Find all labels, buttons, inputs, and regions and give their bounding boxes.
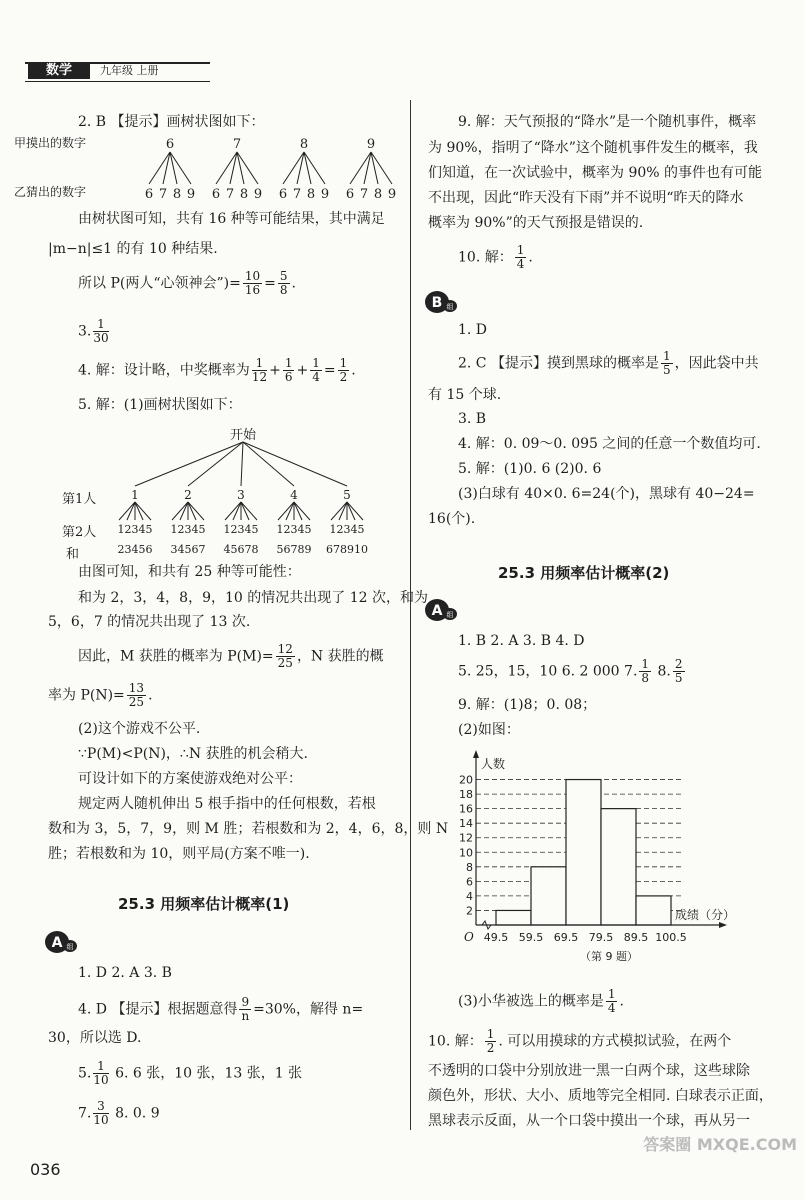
q9-text-4: 不出现，因此“昨天没有下雨”并不说明“昨天的降水 — [428, 190, 744, 206]
b5-line: 5. 解：(1)0. 6 (2)0. 6 — [458, 461, 602, 477]
s1-line-4: 4. D 【提示】根据题意得 $\frac{9}{n}$ =30%，解得 n= — [78, 995, 364, 1023]
origin-label: O — [464, 930, 474, 944]
q5-text-11: 胜；若根数和为 10，则平局(方案不唯一). — [48, 846, 310, 862]
tree2-branch — [347, 502, 355, 520]
tree2-diagram — [110, 436, 410, 558]
a9-line: 9. 解：(1)8；0. 08； — [458, 697, 597, 713]
tree2-branch — [294, 502, 310, 520]
tree2-branch — [331, 502, 347, 520]
y-tick-label: 2 — [466, 904, 473, 918]
badge-letter: A — [431, 603, 443, 619]
tree2-branch — [294, 502, 302, 520]
tree1-leaf: 7 — [359, 187, 369, 202]
tree2-branch — [172, 502, 188, 520]
tree2-second: 12345 — [117, 523, 153, 536]
q9-text-3: 们知道，在一次试验中，概率为 90% 的事件也有可能 — [428, 165, 763, 181]
b3-line: 3. B — [458, 411, 487, 427]
a10-line: 10. 解： $\frac{1}{2}$ . 可以用摸球的方式模拟试验，在两个 — [428, 1027, 732, 1055]
tree2-branch — [347, 502, 363, 520]
y-tick-label: 8 — [466, 860, 473, 874]
tree1-node: 6 — [165, 137, 175, 152]
b1-line: 1. D — [458, 322, 488, 338]
tree2-node: 5 — [343, 488, 351, 502]
tree2-sum: 23456 — [117, 543, 153, 556]
badge-sub: 组 — [446, 303, 454, 311]
tree2-sum: 45678 — [223, 543, 259, 556]
x-tick-label: 79.5 — [588, 931, 614, 944]
chart-caption: （第 9 题） — [580, 950, 638, 963]
tree2-second: 12345 — [223, 523, 259, 536]
a9-line-3: (3)小华被选上的概率是 $\frac{1}{4}$ . — [458, 987, 624, 1015]
tree2-node: 2 — [184, 488, 192, 502]
page-number: 036 — [30, 1160, 61, 1179]
q3-line: 3. $\frac{1}{30}$ — [78, 317, 109, 345]
watermark: 答案圈 MXQE.COM — [643, 1135, 797, 1154]
q5-text-2: 和为 2，3，4，8，9，10 的情况共出现了 12 次，和为 — [78, 590, 428, 606]
section-title-2: 25.3 用频率估计概率(2) — [498, 564, 670, 582]
header-subtitle: 九年级 上册 — [100, 64, 159, 77]
y-tick-label: 4 — [466, 889, 473, 903]
q10-line: 10. 解： $\frac{1}{4}$ . — [458, 243, 533, 271]
tree2-branch — [233, 502, 241, 520]
tree1-diagram — [130, 130, 410, 205]
tree1-leaf: 9 — [253, 187, 263, 202]
tree2-branch — [188, 502, 196, 520]
q2-line: 2. B 【提示】画树状图如下： — [78, 114, 265, 130]
tree2-branch — [241, 442, 243, 486]
histogram-bar — [531, 867, 566, 925]
a5-line: 5. 25，15，10 6. 2 000 7. $\frac{1}{8}$ 8. $\frac{2}{5}$ — [458, 657, 683, 685]
badge-sub: 组 — [66, 943, 74, 951]
fraction: $\frac{1}{30}$ — [93, 317, 109, 345]
q5-text-8: 可设计如下的方案使游戏绝对公平： — [78, 771, 302, 787]
tree2-branch — [278, 502, 294, 520]
tree2-second: 12345 — [276, 523, 312, 536]
badge-b-icon — [424, 289, 458, 315]
tree2-branch — [135, 442, 243, 486]
y-tick-label: 14 — [459, 817, 473, 831]
badge-letter: B — [431, 295, 443, 311]
tree2-branch — [339, 502, 347, 520]
tree1-row2-label: 乙猜出的数字 — [14, 185, 87, 199]
tree2-node: 3 — [237, 488, 245, 502]
b2-line: 2. C 【提示】摸到黑球的概率是 $\frac{1}{5}$ ，因此袋中共 — [458, 349, 759, 377]
column-divider — [410, 100, 411, 1130]
badge-sub: 组 — [446, 611, 454, 619]
q5-line: 5. 解：(1)画树状图如下： — [78, 397, 242, 413]
tree2-label-2: 第2人 — [62, 525, 97, 540]
header-logo: 数学 — [28, 62, 90, 79]
tree2-branch — [241, 502, 257, 520]
histogram-bar — [496, 910, 531, 925]
fraction: $\frac{5}{8}$ — [279, 269, 288, 297]
q5-text-4: 因此，M 获胜的概率为 P(M)= $\frac{12}{25}$ ，N 获胜的概 — [78, 642, 384, 670]
tree2-branch — [243, 442, 294, 486]
histogram-bar — [636, 896, 671, 925]
y-tick-label: 12 — [459, 831, 473, 845]
tree1-leaf: 8 — [306, 187, 316, 202]
tree2-branch — [135, 502, 151, 520]
tree2-branch — [286, 502, 294, 520]
q5-text-3: 5，6，7 的情况共出现了 13 次. — [48, 614, 251, 630]
histogram-chart — [450, 748, 790, 948]
tree2-node: 1 — [131, 488, 139, 502]
q5-text-9: 规定两人随机伸出 5 根手指中的任何根数，若根 — [78, 796, 376, 812]
tree2-sum: 56789 — [276, 543, 312, 556]
q5-text-6: (2)这个游戏不公平. — [78, 721, 201, 737]
tree2-label-3: 和 — [66, 547, 80, 562]
tree2-branch — [180, 502, 188, 520]
tree2-branch — [188, 502, 204, 520]
tree2-branch — [188, 442, 243, 486]
tree2-second: 12345 — [170, 523, 206, 536]
tree2-branch — [127, 502, 135, 520]
tree1-leaf: 7 — [292, 187, 302, 202]
tree2-second: 12345 — [329, 523, 365, 536]
tree2-node: 4 — [290, 488, 298, 502]
y-axis-arrow — [473, 750, 479, 758]
x-tick-label: 100.5 — [655, 931, 687, 944]
tree1-leaf: 8 — [239, 187, 249, 202]
b2-line-2: 有 15 个球. — [428, 387, 502, 403]
y-tick-label: 18 — [459, 788, 473, 802]
tree1-leaf: 7 — [225, 187, 235, 202]
tree1-node: 8 — [299, 137, 309, 152]
q9-text-1: 9. 解：天气预报的“降水”是一个随机事件，概率 — [458, 114, 757, 130]
q5-text-7: ∵P(M)<P(N)，∴N 获胜的机会稍大. — [78, 746, 308, 762]
tree2-branch — [135, 502, 143, 520]
a10-line-4: 黑球表示反面，从一个口袋中摸出一个球，再从另一 — [428, 1113, 750, 1129]
x-tick-label: 49.5 — [483, 931, 509, 944]
tree2-branch — [243, 442, 347, 486]
tree1-leaf: 8 — [373, 187, 383, 202]
tree1-node: 7 — [232, 137, 242, 152]
q9-text-2: 为 90%，指明了“降水”这个随机事件发生的概率，我 — [428, 140, 758, 156]
x-tick-label: 59.5 — [518, 931, 544, 944]
q5-text-5: 率为 P(N)= $\frac{13}{25}$ . — [48, 681, 153, 709]
y-tick-label: 10 — [459, 846, 473, 860]
tree1-leaf: 6 — [144, 187, 154, 202]
x-axis-arrow — [719, 922, 727, 928]
tree2-branch — [225, 502, 241, 520]
tree1-leaf: 6 — [211, 187, 221, 202]
tree2-branch — [119, 502, 135, 520]
tree2-branch — [241, 502, 249, 520]
x-axis-label: 成绩（分） — [675, 908, 736, 922]
q2-text-1: 由树状图可知，共有 16 种等可能结果，其中满足 — [78, 211, 385, 227]
a10-line-3: 颜色外，形状、大小、质地等完全相同. 白球表示正面， — [428, 1088, 773, 1104]
s1-line-4b: 30，所以选 D. — [48, 1030, 142, 1046]
badge-letter: A — [51, 935, 63, 951]
tree1-leaf: 6 — [278, 187, 288, 202]
a10-line-2: 不透明的口袋中分别放进一黑一白两个球，这些球除 — [428, 1063, 750, 1079]
b5-line-3: 16(个). — [428, 511, 476, 527]
q2-text-2: |m−n|≤1 的有 10 种结果. — [48, 241, 218, 257]
tree1-leaf: 6 — [345, 187, 355, 202]
tree2-root: 开始 — [230, 428, 257, 443]
q5-text-1: 由图可知，和共有 25 种等可能性： — [78, 564, 301, 580]
fraction: $\frac{10}{16}$ — [244, 269, 261, 297]
badge-a2-icon — [424, 597, 458, 623]
x-tick-label: 89.5 — [623, 931, 649, 944]
tree2-sum: 34567 — [170, 543, 206, 556]
a1-line: 1. B 2. A 3. B 4. D — [458, 633, 585, 649]
q5-text-10: 数和为 3，5，7，9，则 M 胜；若根数和为 2，4，6，8，则 N — [48, 821, 449, 837]
s1-line-7: 7. $\frac{3}{10}$ 8. 0. 9 — [78, 1099, 160, 1127]
section-title-1: 25.3 用频率估计概率(1) — [118, 895, 290, 913]
tree1-leaf: 8 — [172, 187, 182, 202]
y-tick-label: 20 — [459, 773, 473, 787]
b4-line: 4. 解：0. 09～0. 095 之间的任意一个数值均可. — [458, 436, 761, 452]
b5-line-2: (3)白球有 40×0. 6=24(个)，黑球有 40−24= — [458, 486, 755, 502]
q2-text-3: 所以 P(两人“心领神会”)= $\frac{10}{16}$ = $\frac{5}{8}$ . — [78, 269, 296, 297]
x-tick-label: 69.5 — [553, 931, 579, 944]
q9-text-5: 概率为 90%”的天气预报是错误的. — [428, 215, 644, 231]
tree1-row1-label: 甲摸出的数字 — [14, 136, 87, 150]
tree1-leaf: 9 — [387, 187, 397, 202]
histogram-bar — [566, 780, 601, 925]
y-axis-label: 人数 — [481, 757, 506, 771]
tree2-sum: 678910 — [326, 543, 368, 556]
q4-line: 4. 解：设计略，中奖概率为 $\frac{1}{12}$ + $\frac{1}{6}$ + $\frac{1}{4}$ = $\frac{1}{2}$ . — [78, 356, 356, 384]
tree1-leaf: 9 — [320, 187, 330, 202]
s1-line-5: 5. $\frac{1}{10}$ 6. 6 张，10 张，13 张，1 张 — [78, 1059, 303, 1087]
y-tick-label: 16 — [459, 802, 473, 816]
a9-line-2: (2)如图： — [458, 722, 520, 738]
tree2-label-1: 第1人 — [62, 492, 97, 507]
s1-line-1: 1. D 2. A 3. B — [78, 965, 172, 981]
tree1-leaf: 7 — [158, 187, 168, 202]
y-tick-label: 6 — [466, 875, 473, 889]
tree1-node: 9 — [366, 137, 376, 152]
histogram-bar — [601, 809, 636, 925]
badge-a-icon — [44, 929, 78, 955]
tree1-leaf: 9 — [186, 187, 196, 202]
